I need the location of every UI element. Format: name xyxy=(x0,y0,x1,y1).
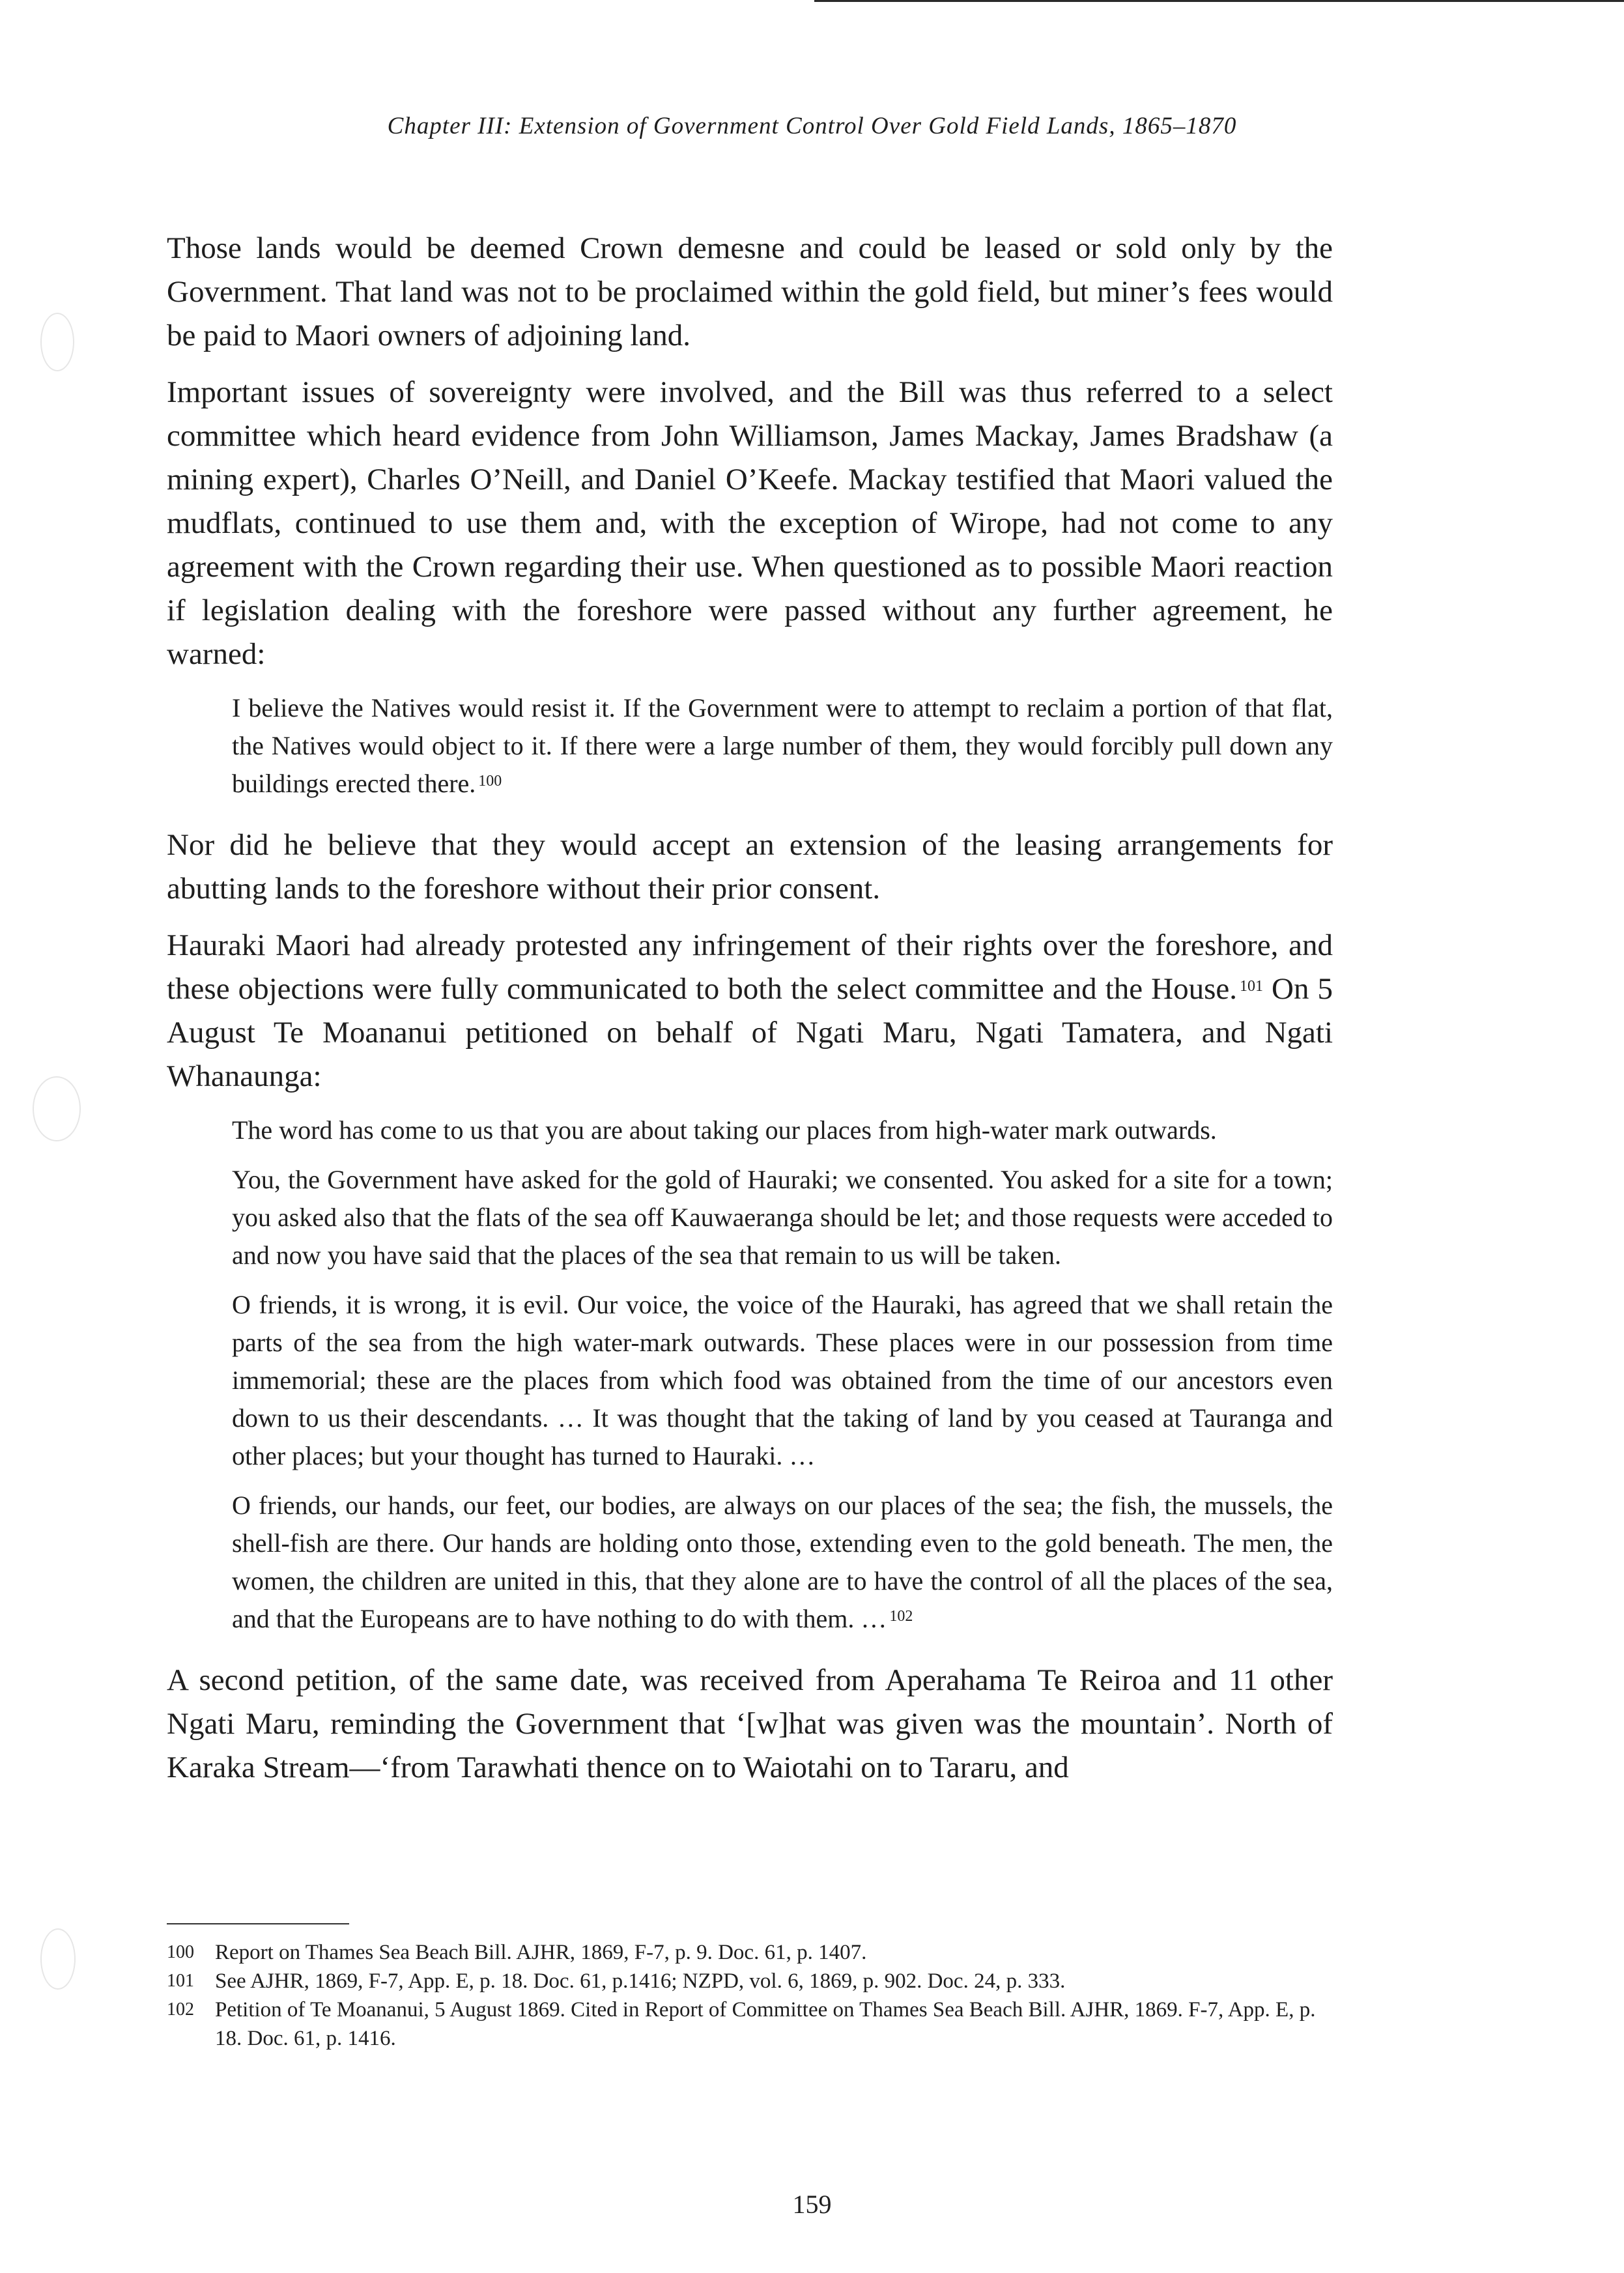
quote-text: O friends, our hands, our feet, our bodies, are always on our places of the sea; the fish, the mussels, the shell-fish are there. Our hands are holding onto those, extending even to the gold beneath. The men, the women, the children are united in this, that they alone are to have the control of all the places of the sea, and that the Europeans are to have nothing to do with them. … xyxy=(232,1491,1333,1633)
footnote-text: See AJHR, 1869, F-7, App. E, p. 18. Doc. 61, p.1416; NZPD, vol. 6, 1869, p. 902. Doc. 24, p. 333. xyxy=(215,1969,1066,1993)
footnote xyxy=(167,1938,1333,1967)
quote-paragraph xyxy=(232,1487,1333,1638)
quote-text: I believe the Natives would resist it. If the Government were to attempt to reclaim a portion of that flat, the Natives would object to it. If there were a large number of them, they would forcibly pull down any buildings erected there. xyxy=(232,693,1333,798)
body-paragraph: Important issues of sovereignty were involved, and the Bill was thus referred to a select committee which heard evidence from John Williamson, James Mackay, James Bradshaw (a mining expert), Charles O’Neill, and Daniel O’Keefe. Mackay testified that Maori valued the mudflats, continued to use them and, with the exception of Wirope, had not come to any agreement with the Crown regarding their use. When questioned as to possible Maori reaction if legislation dealing with the foreshore were passed without any further agreement, he warned: xyxy=(167,375,1333,671)
footnote xyxy=(167,1967,1333,1995)
footnote-reference: 102 xyxy=(889,1608,913,1625)
page-top-edge xyxy=(814,0,1624,2)
block-quote-petition xyxy=(167,1111,1333,1638)
body-paragraph xyxy=(167,924,1333,1098)
footnote-number: 101 xyxy=(167,1971,194,1991)
paragraph-text: On 5 August Te Moananui petitioned on behalf of Ngati Maru, Ngati Tamatera, and Ngati Whanaunga: xyxy=(167,972,1333,1093)
quote-paragraph: The word has come to us that you are about taking our places from high-water mark outwards. xyxy=(232,1115,1217,1145)
body-paragraph: A second petition, of the same date, was received from Aperahama Te Reiroa and 11 other Ngati Maru, reminding the Government that ‘[w]hat was given was the mountain’. North of Karaka Stream—‘from Tarawhati thence on to Waiotahi on to Tararu, and xyxy=(167,1663,1333,1784)
scan-hole-mark xyxy=(33,1076,81,1141)
footnote xyxy=(167,1995,1333,2053)
quote-paragraph xyxy=(232,689,1333,803)
body-paragraph: Those lands would be deemed Crown demesne and could be leased or sold only by the Government. That land was not to be proclaimed within the gold field, but miner’s fees would be paid to Maori owners of adjoining land. xyxy=(167,231,1333,352)
quote-paragraph: You, the Government have asked for the gold of Hauraki; we consented. You asked for a site for a town; you asked also that the flats of the sea off Kauwaeranga should be let; and those requests were acceded to and now you have said that the places of the sea that remain to us will be taken. xyxy=(232,1165,1333,1270)
paragraph-text: Hauraki Maori had already protested any infringement of their rights over the foreshore, and these objections were fully communicated to both the select committee and the House. xyxy=(167,928,1333,1006)
footnote-reference: 101 xyxy=(1239,978,1263,995)
quote-paragraph: O friends, it is wrong, it is evil. Our voice, the voice of the Hauraki, has agreed that we shall retain the parts of the sea from the high water-mark outwards. These places were in our possession from time immemorial; these are the places from which food was obtained from the time of our ancestors even down to us their descendants. … It was thought that the taking of land by you ceased at Tauranga and other places; but your thought has turned to Hauraki. … xyxy=(232,1290,1333,1470)
footnote-text: Report on Thames Sea Beach Bill. AJHR, 1869, F-7, p. 9. Doc. 61, p. 1407. xyxy=(215,1941,867,1964)
scan-hole-mark xyxy=(40,313,74,371)
body-text-top xyxy=(167,227,1333,1803)
page-number: 159 xyxy=(792,2190,832,2219)
footnotes xyxy=(167,1938,1333,2053)
footnote-reference: 100 xyxy=(478,773,502,790)
footnote-number: 102 xyxy=(167,1999,194,2020)
body-paragraph: Nor did he believe that they would accept an extension of the leasing arrangements for abutting lands to the foreshore without their prior consent. xyxy=(167,828,1333,906)
footnote-number: 100 xyxy=(167,1942,194,1962)
footnote-divider xyxy=(167,1923,349,1924)
footnote-text: Petition of Te Moananui, 5 August 1869. Cited in Report of Committee on Thames Sea Beach Bill. AJHR, 1869. F-7, App. E, p. 18. Doc. 61, p. 1416. xyxy=(215,1998,1316,2050)
scan-hole-mark xyxy=(40,1928,76,1990)
block-quote xyxy=(167,689,1333,803)
running-head: Chapter III: Extension of Government Control Over Gold Field Lands, 1865–1870 xyxy=(387,113,1237,139)
